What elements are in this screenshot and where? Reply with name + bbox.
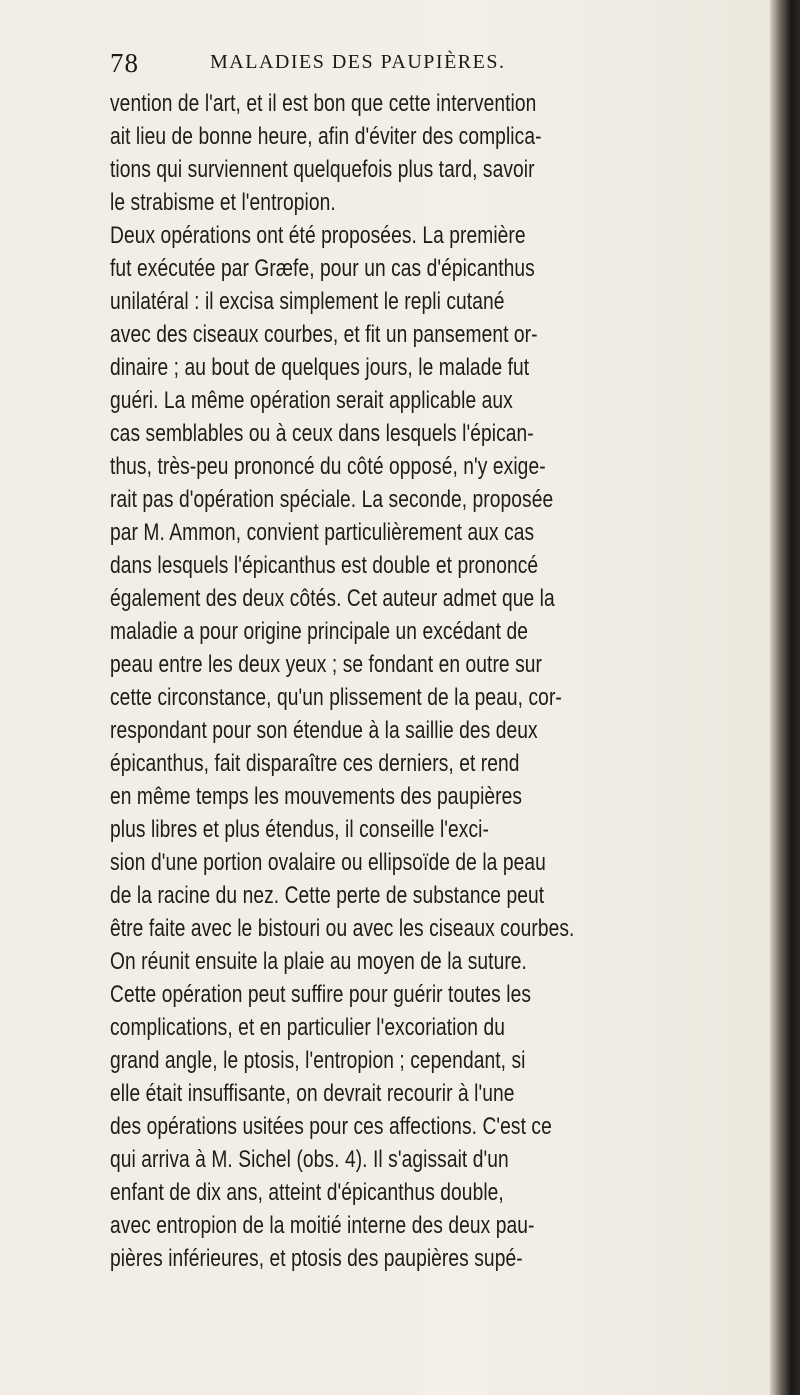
text-line: des opérations usitées pour ces affections. C'est ce — [110, 1113, 552, 1140]
body-text — [110, 87, 740, 1374]
text-line: le strabisme et l'entropion. — [110, 189, 336, 216]
text-line: thus, très-peu prononcé du côté opposé, n'y exige- — [110, 453, 546, 480]
text-line: pières inférieures, et ptosis des paupières supé- — [110, 1245, 523, 1272]
text-line: guéri. La même opération serait applicable aux — [110, 387, 513, 414]
text-line: dans lesquels l'épicanthus est double et prononcé — [110, 552, 539, 579]
text-line: cas semblables ou à ceux dans lesquels l'épican- — [110, 420, 534, 447]
text-line: elle était insuffisante, on devrait recourir à l'une — [110, 1080, 515, 1107]
text-line: Cette opération peut suffire pour guérir toutes les — [110, 981, 532, 1008]
text-line: unilatéral : il excisa simplement le repli cutané — [110, 288, 505, 315]
text-line: plus libres et plus étendus, il conseille l'exci- — [110, 816, 489, 843]
text-line: avec entropion de la moitié interne des deux pau- — [110, 1212, 535, 1239]
text-line — [110, 1275, 614, 1308]
text-line: dinaire ; au bout de quelques jours, le malade fut — [110, 354, 530, 381]
text-line: être faite avec le bistouri ou avec les ciseaux courbes. — [110, 915, 575, 942]
text-line — [110, 1341, 614, 1374]
text-line: avec des ciseaux courbes, et fit un pansement or- — [110, 321, 538, 348]
text-line: maladie a pour origine principale un excédant de — [110, 618, 528, 645]
text-line: On réunit ensuite la plaie au moyen de la suture. — [110, 948, 527, 975]
text-line: enfant de dix ans, atteint d'épicanthus double, — [110, 1179, 504, 1206]
text-line: également des deux côtés. Cet auteur admet que la — [110, 585, 555, 612]
text-line: épicanthus, fait disparaître ces derniers, et rend — [110, 750, 520, 777]
text-line — [110, 1308, 614, 1341]
text-line: Deux opérations ont été proposées. La première — [110, 222, 526, 249]
text-line: de la racine du nez. Cette perte de substance peut — [110, 882, 545, 909]
page-edge-shadow — [770, 0, 800, 1395]
text-line: qui arriva à M. Sichel (obs. 4). Il s'agissait d'un — [110, 1146, 509, 1173]
text-line: ait lieu de bonne heure, afin d'éviter des complica- — [110, 123, 542, 150]
text-line: en même temps les mouvements des paupières — [110, 783, 523, 810]
text-line: tions qui surviennent quelquefois plus tard, savoir — [110, 156, 535, 183]
text-line: vention de l'art, et il est bon que cette intervention — [110, 90, 537, 117]
text-line: par M. Ammon, convient particulièrement aux cas — [110, 519, 535, 546]
text-line: grand angle, le ptosis, l'entropion ; cependant, si — [110, 1047, 526, 1074]
text-line: peau entre les deux yeux ; se fondant en outre sur — [110, 651, 543, 678]
text-line: cette circonstance, qu'un plissement de la peau, cor- — [110, 684, 562, 711]
text-line: rait pas d'opération spéciale. La seconde, proposée — [110, 486, 554, 513]
text-line: respondant pour son étendue à la saillie des deux — [110, 717, 538, 744]
page-header — [110, 48, 730, 79]
text-line: fut exécutée par Græfe, pour un cas d'épicanthus — [110, 255, 535, 282]
running-head: MALADIES DES PAUPIÈRES. — [210, 51, 506, 73]
text-line: sion d'une portion ovalaire ou ellipsoïde de la peau — [110, 849, 546, 876]
text-line: complications, et en particulier l'excoriation du — [110, 1014, 505, 1041]
page-number: 78 — [110, 48, 139, 78]
